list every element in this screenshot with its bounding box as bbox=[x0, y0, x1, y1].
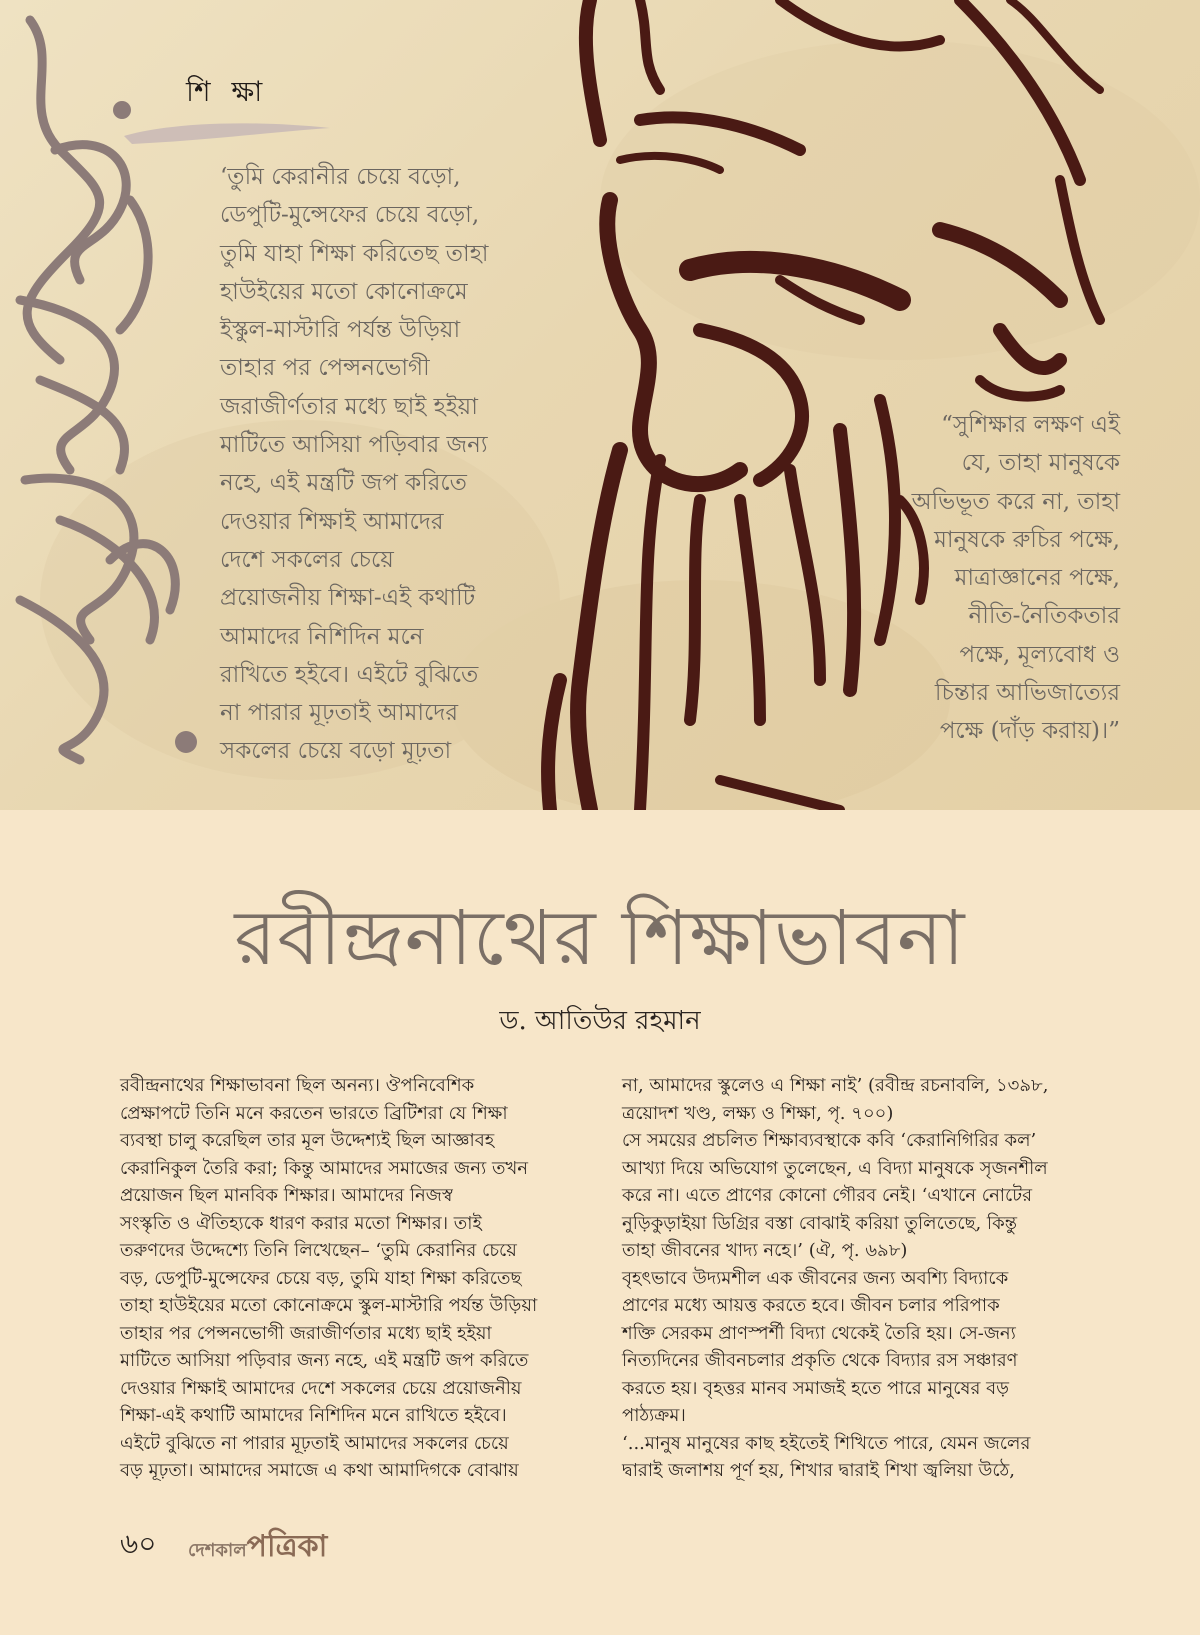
body-text-line: সে সময়ের প্রচলিত শিক্ষাব্যবস্থাকে কবি ‘কেরানিগিরির কল’ bbox=[622, 1130, 1037, 1151]
body-text-line: নিত্যদিনের জীবনচলার প্রকৃতি থেকে বিদ্যার রস সঞ্চারণ bbox=[622, 1350, 1018, 1371]
article-title: রবীন্দ্রনাথের শিক্ষাভাবনা bbox=[234, 893, 966, 982]
body-text-line: দেওয়ার শিক্ষাই আমাদের দেশে সকলের চেয়ে প্রয়োজনীয় bbox=[120, 1377, 522, 1399]
page-number: ৬০ bbox=[120, 1527, 157, 1560]
quote-line: নীতি-নৈতিকতার bbox=[968, 603, 1120, 630]
quote-line: জরাজীর্ণতার মধ্যে ছাই হইয়া bbox=[220, 393, 478, 420]
body-text-line: শক্তি সেরকম প্রাণস্পর্শী বিদ্যা থেকেই তৈরি হয়। সে-জন্য bbox=[622, 1322, 1016, 1344]
quote-line: হাউইয়ের মতো কোনোক্রমে bbox=[220, 278, 468, 305]
quote-line: পক্ষে (দাঁড় করায়)।” bbox=[939, 718, 1120, 745]
quote-line: দেশে সকলের চেয়ে bbox=[220, 546, 394, 573]
quote-line: মাত্রাজ্ঞানের পক্ষে, bbox=[954, 565, 1120, 592]
body-text-line: শিক্ষা-এই কথাটি আমাদের নিশিদিন মনে রাখিতে হইবে। bbox=[120, 1405, 507, 1426]
quote-line: ডেপুটি-মুন্সেফের চেয়ে বড়ো, bbox=[220, 202, 480, 229]
left-pull-quote bbox=[220, 158, 550, 771]
quote-line: পক্ষে, মূল্যবোধ ও bbox=[959, 641, 1120, 668]
quote-line: “সুশিক্ষার লক্ষণ এই bbox=[941, 412, 1120, 438]
quote-line: আমাদের নিশিদিন মনে bbox=[220, 623, 424, 650]
body-text-line: ব্যবস্থা চালু করেছিল তার মূল উদ্দেশ্যই ছিল আজ্ঞাবহ bbox=[120, 1130, 495, 1151]
quote-line: তাহার পর পেন্সনভোগী bbox=[220, 355, 430, 382]
quote-line: ইস্কুল-মাস্টারি পর্যন্ত উড়িয়া bbox=[220, 317, 461, 344]
body-text-line: নুড়িকুড়াইয়া ডিগ্রির বস্তা বোঝাই করিয়া তুলিতেছে, কিন্তু bbox=[622, 1212, 1018, 1234]
section-label: শি ক্ষা bbox=[186, 75, 269, 108]
article-column-right bbox=[622, 1072, 1097, 1485]
publication-logo bbox=[188, 1522, 327, 1573]
quote-line: রাখিতে হইবে। এইটে বুঝিতে bbox=[220, 661, 479, 688]
body-text-line: বড়, ডেপুটি-মুন্সেফের চেয়ে বড়, তুমি যাহা শিক্ষা করিতেছ bbox=[120, 1267, 522, 1289]
body-text-line: বৃহৎভাবে উদ্যমশীল এক জীবনের জন্য অবশ্যি বিদ্যাকে bbox=[622, 1267, 1009, 1289]
body-text-line: করতে হয়। বৃহত্তর মানব সমাজই হতে পারে মানুষের বড় bbox=[622, 1377, 1009, 1399]
body-text-line: কেরানিকুল তৈরি করা; কিন্তু আমাদের সমাজের জন্য তখন bbox=[120, 1157, 529, 1179]
body-text-line: ত্রয়োদশ খণ্ড, লক্ষ্য ও শিক্ষা, পৃ. ৭০০) bbox=[622, 1102, 894, 1124]
quote-line: চিন্তার আভিজাত্যের bbox=[934, 680, 1120, 707]
body-text-line: করে না। এতে প্রাণের কোনো গৌরব নেই। ‘এখানে নোটের bbox=[622, 1185, 1032, 1206]
body-text-line: তাহার পর পেন্সনভোগী জরাজীর্ণতার মধ্যে ছাই হইয়া bbox=[120, 1322, 492, 1344]
body-text-line: মাটিতে আসিয়া পড়িবার জন্য নহে, এই মন্ত্রটি জপ করিতে bbox=[120, 1350, 529, 1371]
signature-dot-top bbox=[113, 101, 131, 119]
body-text-line: সংস্কৃতি ও ঐতিহ্যকে ধারণ করার মতো শিক্ষার। তাই bbox=[120, 1212, 482, 1234]
publication-name-big: পত্রিকা bbox=[246, 1529, 328, 1564]
quote-line: মানুষকে রুচির পক্ষে, bbox=[934, 526, 1120, 553]
body-text-line: বড় মূঢ়তা। আমাদের সমাজে এ কথা আমাদিগকে বোঝায় bbox=[120, 1460, 519, 1481]
body-text-line: দ্বারাই জলাশয় পূর্ণ হয়, শিখার দ্বারাই শিখা জ্বলিয়া উঠে, bbox=[622, 1460, 1015, 1481]
body-text-line: পাঠ্যক্রম। bbox=[622, 1405, 686, 1426]
body-text-line: আখ্যা দিয়ে অভিযোগ তুলেছেন, এ বিদ্যা মানুষকে সৃজনশীল bbox=[622, 1157, 1048, 1179]
quote-line: যে, তাহা মানুষকে bbox=[961, 450, 1120, 477]
quote-line: দেওয়ার শিক্ষাই আমাদের bbox=[220, 508, 444, 535]
body-text-line: তাহা হাউইয়ের মতো কোনোক্রমে স্কুল-মাস্টারি পর্যন্ত উড়িয়া bbox=[120, 1295, 538, 1316]
quote-line: প্রয়োজনীয় শিক্ষা-এই কথাটি bbox=[220, 585, 476, 612]
body-text-line: এইটে বুঝিতে না পারার মূঢ়তাই আমাদের সকলের চেয়ে bbox=[120, 1432, 509, 1454]
quote-line: না পারার মূঢ়তাই আমাদের bbox=[220, 700, 459, 727]
quote-line: ‘তুমি কেরানীর চেয়ে বড়ো, bbox=[220, 164, 461, 190]
hero-banner bbox=[0, 0, 1200, 810]
body-text-line: তাহা জীবনের খাদ্য নহে।’ (ঐ, পৃ. ৬৯৮) bbox=[622, 1240, 908, 1261]
article-column-left bbox=[120, 1072, 595, 1485]
quote-line: তুমি যাহা শিক্ষা করিতেছ তাহা bbox=[220, 240, 489, 267]
quote-line: মাটিতে আসিয়া পড়িবার জন্য bbox=[220, 432, 488, 459]
body-text-line: তরুণদের উদ্দেশ্যে তিনি লিখেছেন– ‘তুমি কেরানির চেয়ে bbox=[120, 1240, 517, 1261]
brush-stroke-icon bbox=[122, 118, 332, 148]
quote-line: সকলের চেয়ে বড়ো মূঢ়তা bbox=[220, 738, 452, 765]
body-text-line: রবীন্দ্রনাথের শিক্ষাভাবনা ছিল অনন্য। ঔপনিবেশিক bbox=[120, 1075, 475, 1096]
quote-line: নহে, এই মন্ত্রটি জপ করিতে bbox=[220, 470, 467, 497]
body-text-line: না, আমাদের স্কুলেও এ শিক্ষা নাই’ (রবীন্দ্র রচনাবলি, ১৩৯৮, bbox=[622, 1075, 1049, 1096]
quote-line: অভিভূত করে না, তাহা bbox=[911, 488, 1120, 515]
article-author: ড. আতিউর রহমান bbox=[499, 1006, 701, 1036]
body-text-line: প্রয়োজন ছিল মানবিক শিক্ষার। আমাদের নিজস্ব bbox=[120, 1185, 453, 1206]
publication-name-small: দেশকাল bbox=[188, 1540, 247, 1561]
right-pull-quote bbox=[858, 406, 1120, 751]
signature-dot-bottom bbox=[175, 731, 197, 753]
body-text-line: প্রাণের মধ্যে আয়ত্ত করতে হবে। জীবন চলার পরিপাক bbox=[622, 1295, 1000, 1316]
body-text-line: প্রেক্ষাপটে তিনি মনে করতেন ভারতে ব্রিটিশরা যে শিক্ষা bbox=[120, 1102, 508, 1124]
body-text-line: ‘...মানুষ মানুষের কাছ হইতেই শিখিতে পারে, যেমন জলের bbox=[622, 1432, 1031, 1454]
